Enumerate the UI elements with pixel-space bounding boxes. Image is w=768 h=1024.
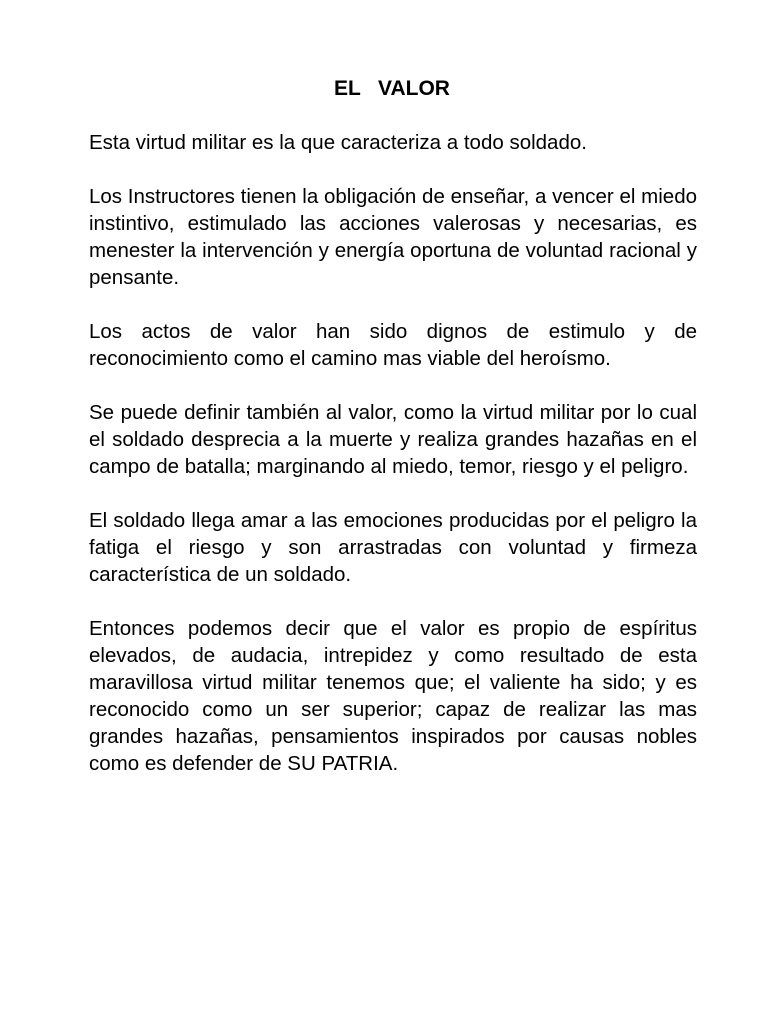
paragraph-6: Entonces podemos decir que el valor es propio de espíritus elevados, de audacia, intrepidez y como resultado de esta maravillosa virtud militar tenemos que; el valiente ha sido; y es reconocido como un ser superior; capaz de realizar las mas grandes hazañas, pensamientos inspirados por causas nobles como es defender de SU PATRIA. <box>89 617 697 775</box>
paragraph-2: Los Instructores tienen la obligación de enseñar, a vencer el miedo instintivo, estimulado las acciones valerosas y necesarias, es menester la intervención y energía oportuna de voluntad racional y pensante. <box>89 185 697 289</box>
paragraph-4: Se puede definir también al valor, como la virtud militar por lo cual el soldado desprecia a la muerte y realiza grandes hazañas en el campo de batalla; marginando al miedo, temor, riesgo y el peligro. <box>89 401 697 478</box>
paragraph-1: Esta virtud militar es la que caracteriza a todo soldado. <box>89 131 587 154</box>
document-body <box>89 129 697 804</box>
document-title: EL VALOR <box>334 77 450 100</box>
paragraph-3: Los actos de valor han sido dignos de estimulo y de reconocimiento como el camino mas viable del heroísmo. <box>89 320 697 370</box>
paragraph-5: El soldado llega amar a las emociones producidas por el peligro la fatiga el riesgo y son arrastradas con voluntad y firmeza característica de un soldado. <box>89 509 697 586</box>
